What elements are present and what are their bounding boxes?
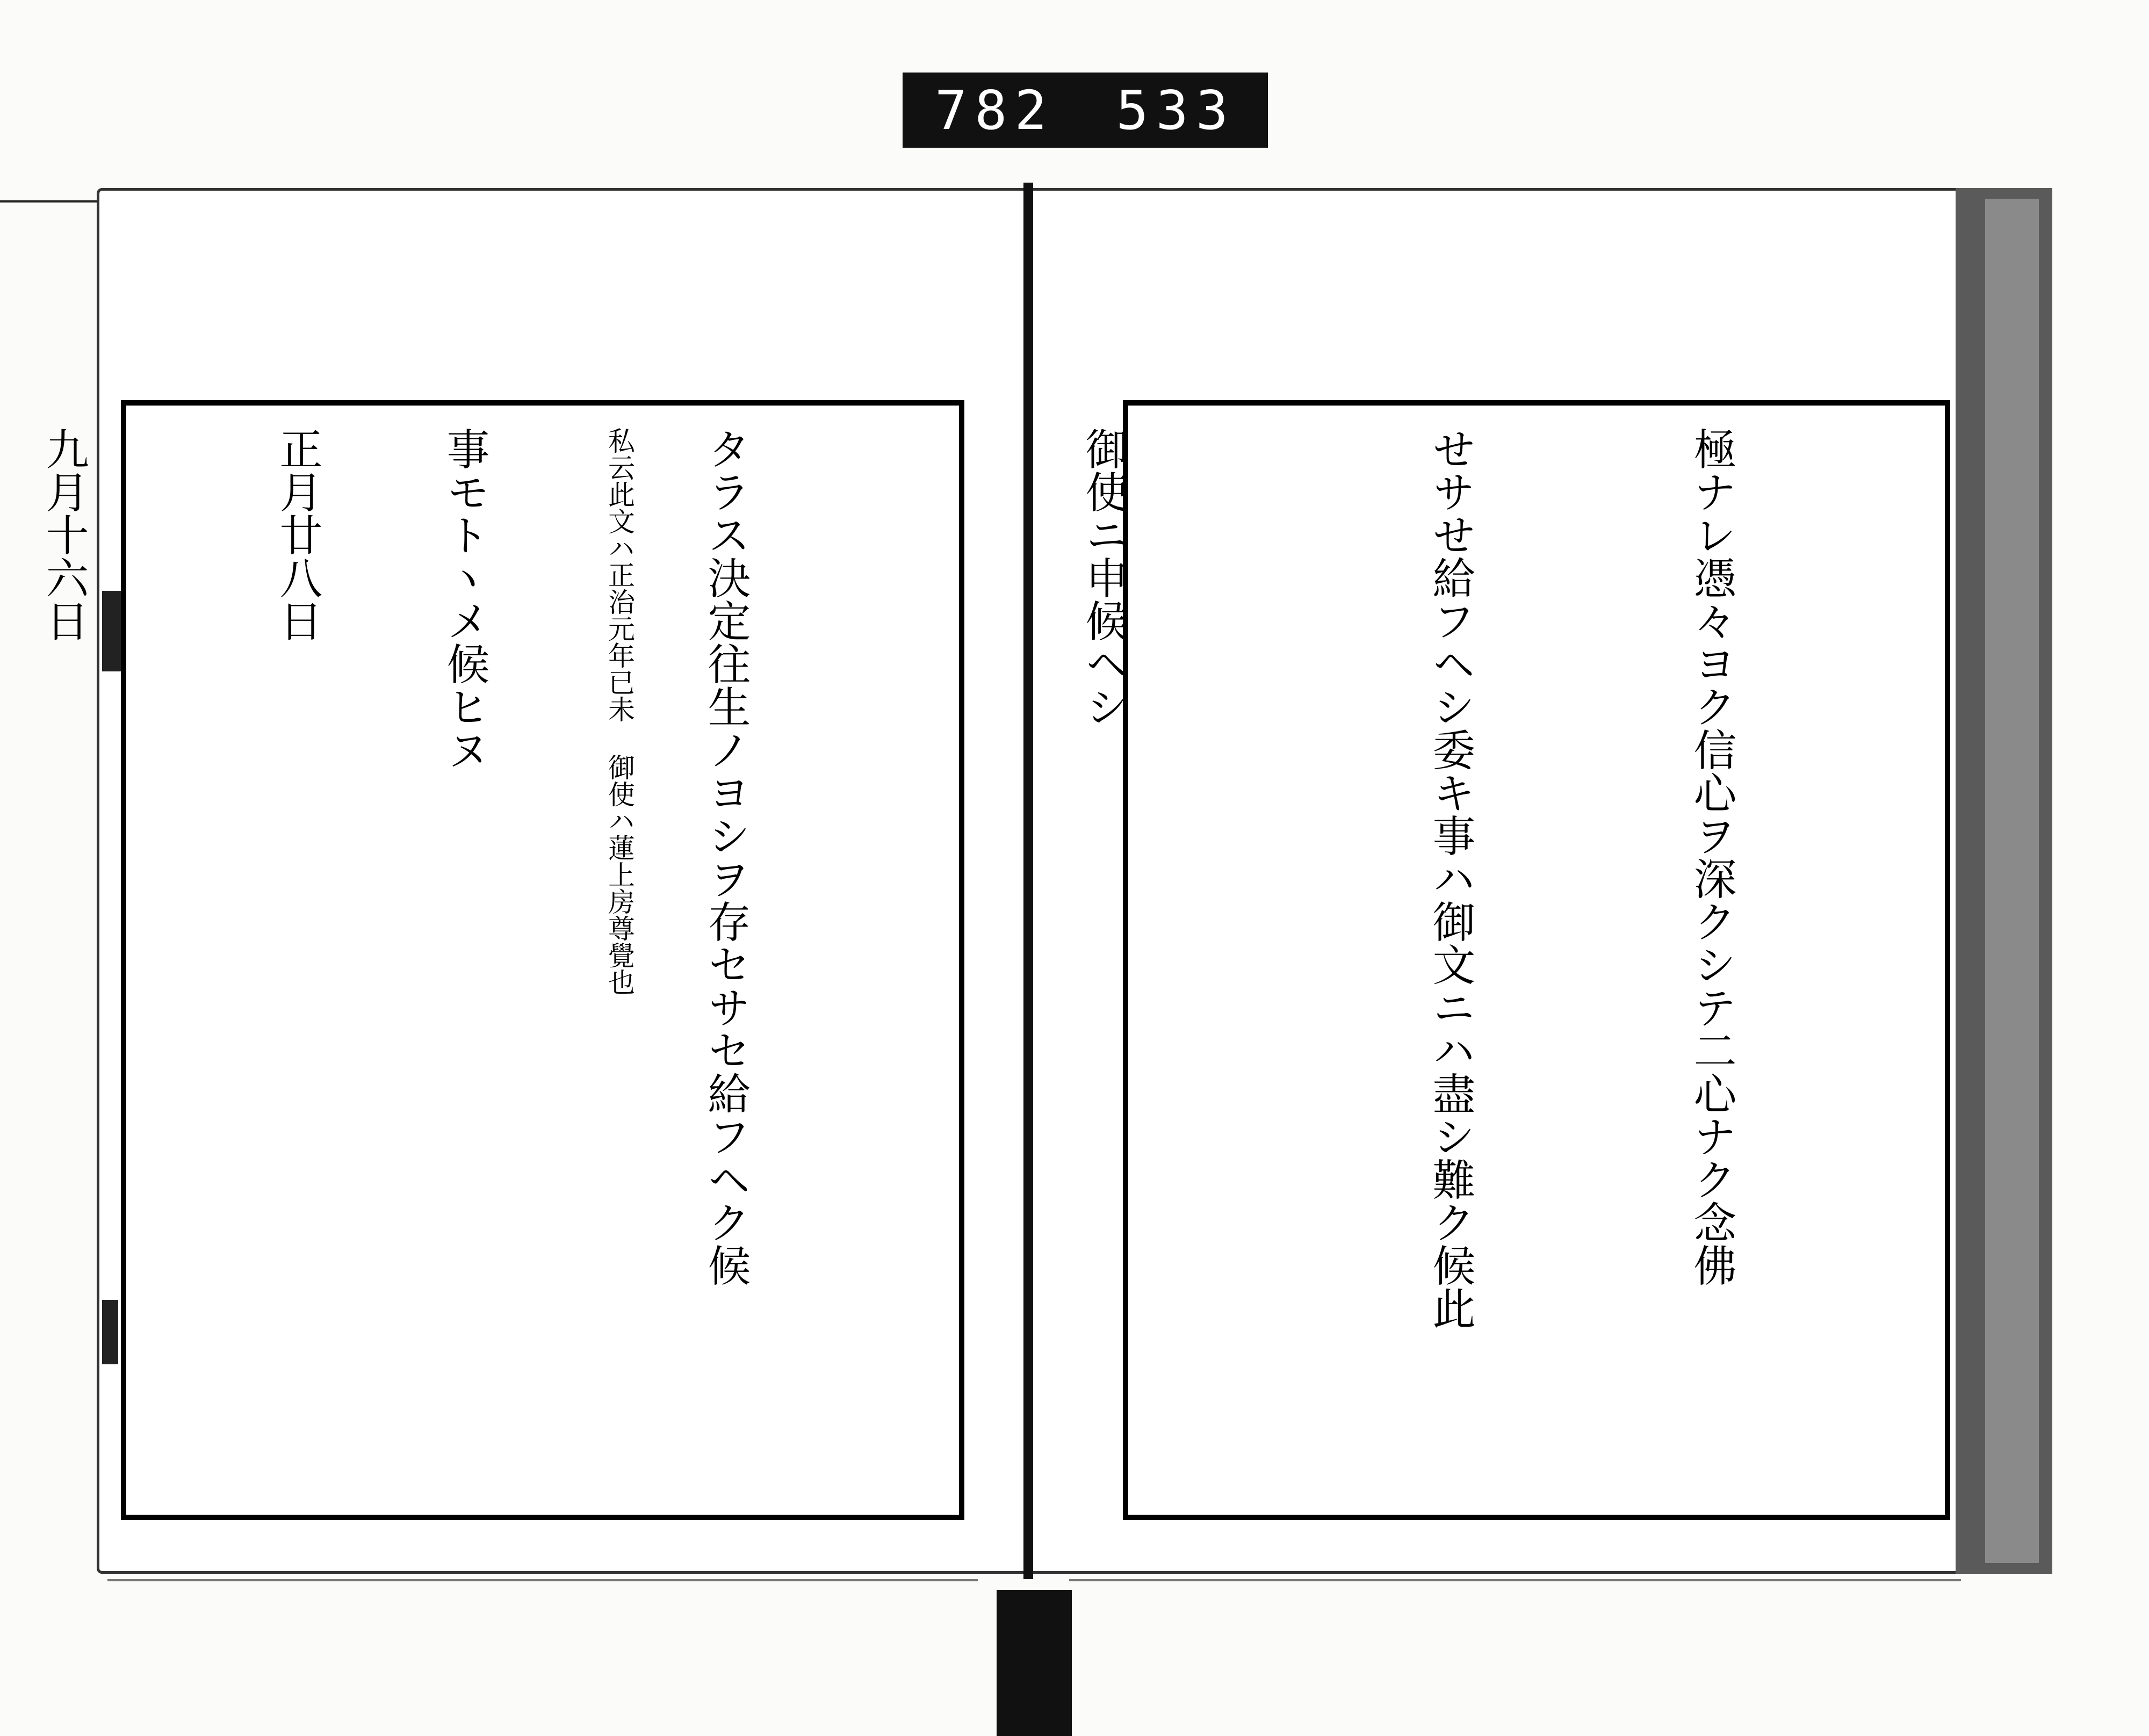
top-edge-rule bbox=[0, 200, 97, 202]
left-col-3: 九月十六日 bbox=[39, 427, 89, 642]
left-col-1: タラス決定往生ノヨシヲ存セサセ給フヘク候 bbox=[701, 427, 751, 1286]
right-col-5: 正月廿八日 bbox=[272, 427, 322, 642]
right-col-note: 私云此文ハ正治元年已未 御使ハ蓮上房尊覺也 bbox=[604, 427, 635, 995]
catalog-right-number: 533 bbox=[1116, 78, 1236, 142]
right-col-2: せサせ給フヘシ委キ事ハ御文ニハ盡シ難ク候此 bbox=[1425, 427, 1475, 1329]
left-col-2: 事モトヽメ候ヒヌ bbox=[439, 427, 489, 771]
right-col-3: 御使ニ申候ヘシ bbox=[1078, 427, 1128, 728]
catalog-label bbox=[903, 73, 1268, 148]
right-page-bottom-margin bbox=[1069, 1520, 1961, 1581]
left-page-bottom-margin bbox=[107, 1520, 978, 1581]
book-fore-edge-inner bbox=[1985, 199, 2039, 1563]
right-col-1: 極ナレ憑々ヨク信心ヲ深クシテ二心ナク念佛 bbox=[1686, 427, 1736, 1286]
catalog-left-number: 782 bbox=[935, 78, 1055, 142]
gutter-block bbox=[997, 1590, 1072, 1736]
